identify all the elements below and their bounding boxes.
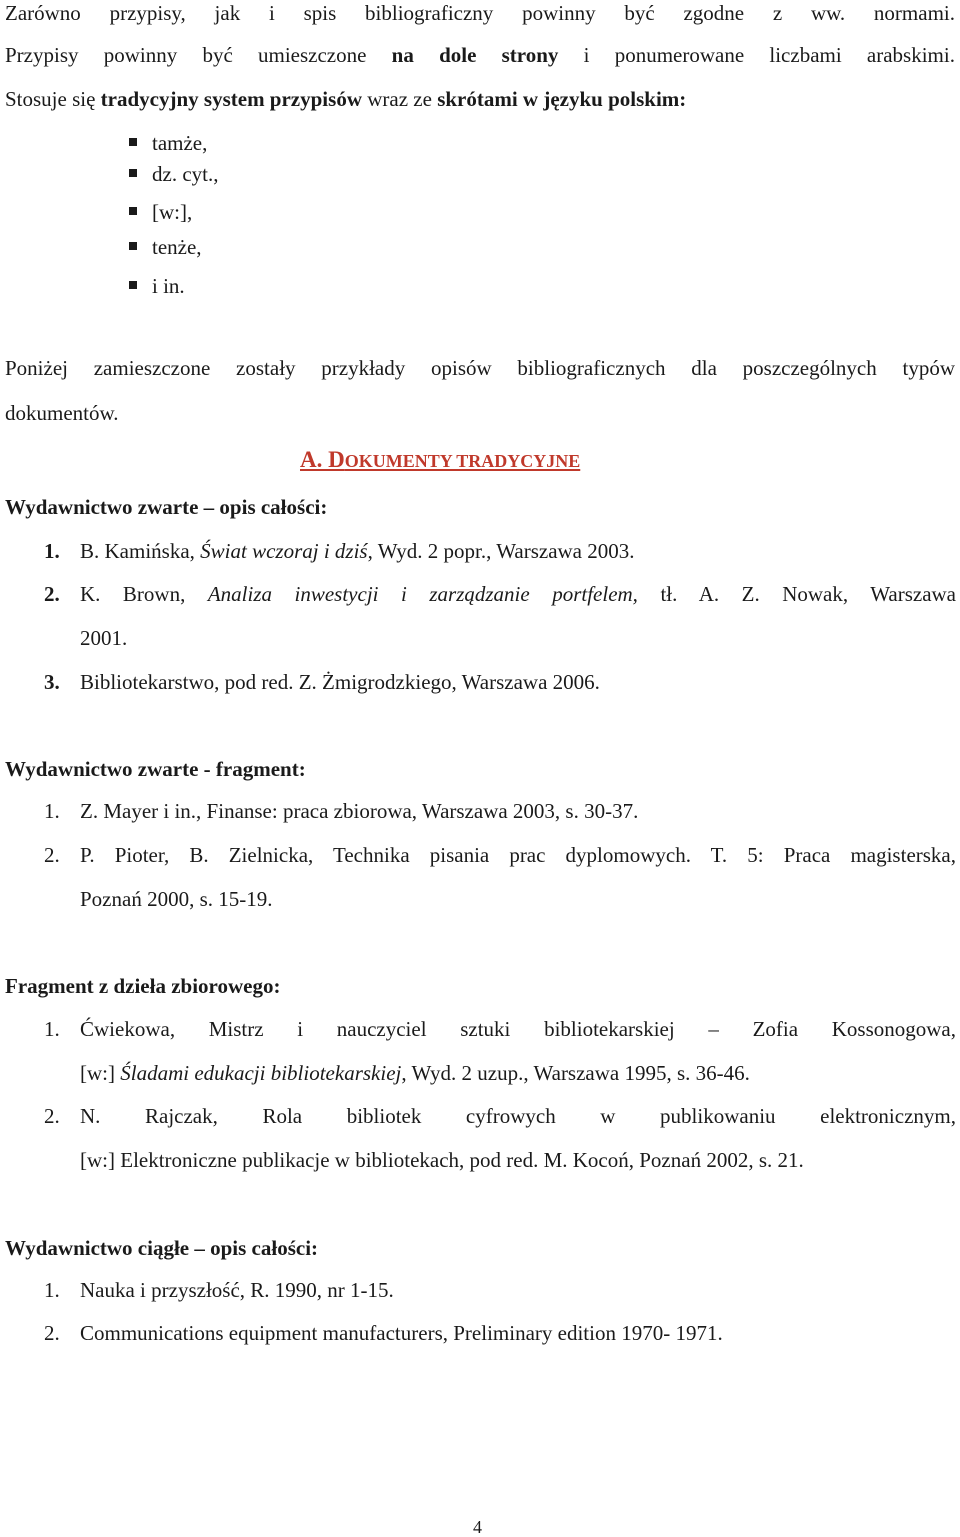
list-number: 1. — [44, 1278, 60, 1302]
list-number: 1. — [44, 799, 60, 823]
citation-item: B. Kamińska, Świat wczoraj i dziś, Wyd. 2 popr., Warszawa 2003. — [80, 539, 635, 563]
document-page: Zarówno przypisy, jak i spis bibliograficzny powinny być zgodne z ww. normami. Przypisy powinny być umieszczone na dole strony i ponumerowane liczbami arabskimi. Stosuje się tradycyjny system przypisów wraz ze skrótami w języku polskim: tamże, dz. cyt., [w:], tenże, i in. Poniżej zamieszczone zostały przykłady opisów bibliograficznych dla poszczególnych typów dokumentów. A. DOKUMENTY TRADYCYJNE Wydawnictwo zwarte – opis całości: 1. B. Kamińska, Świat wczoraj i dziś, Wyd. 2 popr., Warszawa 2003. 2. K. Brown, Analiza inwestycji i zarządzanie portfelem, tł. A. Z. Nowak, Warszawa 2001. 3. Bibliotekarstwo, pod red. Z. Żmigrodzkiego, Warszawa 2006. Wydawnictwo zwarte - fragment: 1. Z. Mayer i in., Finanse: praca zbiorowa, Warszawa 2003, s. 30-37. 2. P. Pioter, B. Zielnicka, Technika pisania prac dyplomowych. T. 5: Praca magisterska, Poznań 2000, s. 15-19. Fragment z dzieła zbiorowego: 1. Ćwiekowa, Mistrz i nauczyciel sztuki bibliotekarskiej – Zofia Kossonogowa, [w:] Śladami edukacji bibliotekarskiej, Wyd. 2 uzup., Warszawa 1995, s. 36-46. 2. N. Rajczak, Rola bibliotek cyfrowych w publikowaniu elektronicznym, [w:] Elektroniczne publikacje w bibliotekach, pod red. M. Kocoń, Poznań 2002, s. 21. Wydawnictwo ciągłe – opis całości: 1. Nauka i przyszłość, R. 1990, nr 1-15. 2. Communications equipment manufacturers, Preliminary edition 1970- 1971. 4 — [5, 1, 956, 1537]
examples-intro-line-2: dokumentów. — [5, 401, 119, 425]
bullet-icon — [129, 281, 137, 289]
fragment-heading: Wydawnictwo zwarte - fragment: — [5, 757, 306, 781]
list-number: 1. — [44, 539, 60, 563]
list-number: 2. — [44, 843, 60, 867]
citation-item: Ćwiekowa, Mistrz i nauczyciel sztuki bibliotekarskiej – Zofia Kossonogowa, — [80, 1017, 956, 1041]
citation-item: N. Rajczak, Rola bibliotek cyfrowych w publikowaniu elektronicznym, — [80, 1104, 956, 1128]
citation-item-continued: 2001. — [80, 626, 128, 650]
serial-heading: Wydawnictwo ciągłe – opis całości: — [5, 1236, 319, 1260]
list-number: 2. — [44, 582, 60, 606]
citation-item: Communications equipment manufacturers, Preliminary edition 1970- 1971. — [80, 1321, 723, 1345]
citation-item-continued: [w:] Elektroniczne publikacje w bibliotekach, pod red. M. Kocoń, Poznań 2002, s. 21. — [80, 1148, 804, 1172]
citation-item: Z. Mayer i in., Finanse: praca zbiorowa, Warszawa 2003, s. 30-37. — [80, 799, 639, 823]
section-a-heading: A. DOKUMENTY TRADYCYJNE — [300, 447, 581, 472]
citation-item: Nauka i przyszłość, R. 1990, nr 1-15. — [80, 1278, 394, 1302]
list-number: 2. — [44, 1321, 60, 1345]
citation-item: K. Brown, Analiza inwestycji i zarządzanie portfelem, tł. A. Z. Nowak, Warszawa — [80, 582, 956, 606]
intro-line-2: Przypisy powinny być umieszczone na dole strony i ponumerowane liczbami arabskimi. — [5, 43, 955, 67]
citation-item: P. Pioter, B. Zielnicka, Technika pisania prac dyplomowych. T. 5: Praca magisterska, — [80, 843, 956, 867]
citation-item: Bibliotekarstwo, pod red. Z. Żmigrodzkiego, Warszawa 2006. — [80, 670, 600, 694]
collective-work-heading: Fragment z dzieła zbiorowego: — [5, 974, 281, 998]
citation-item-continued: Poznań 2000, s. 15-19. — [80, 887, 273, 911]
bullet-icon — [129, 169, 137, 177]
bullet-icon — [129, 138, 137, 146]
list-number: 1. — [44, 1017, 60, 1041]
intro-line-1: Zarówno przypisy, jak i spis bibliograficzny powinny być zgodne z ww. normami. — [5, 1, 955, 25]
page-number: 4 — [473, 1517, 482, 1537]
citation-item-continued: [w:] Śladami edukacji bibliotekarskiej, Wyd. 2 uzup., Warszawa 1995, s. 36-46. — [80, 1061, 750, 1085]
list-number: 2. — [44, 1104, 60, 1128]
examples-intro-line-1: Poniżej zamieszczone zostały przykłady opisów bibliograficznych dla poszczególnych typów — [5, 356, 955, 380]
complete-description-heading: Wydawnictwo zwarte – opis całości: — [5, 495, 328, 519]
intro-line-3: Stosuje się tradycyjny system przypisów wraz ze skrótami w języku polskim: — [5, 87, 687, 111]
bullet-icon — [129, 207, 137, 215]
bullet-icon — [129, 242, 137, 250]
list-number: 3. — [44, 670, 60, 694]
